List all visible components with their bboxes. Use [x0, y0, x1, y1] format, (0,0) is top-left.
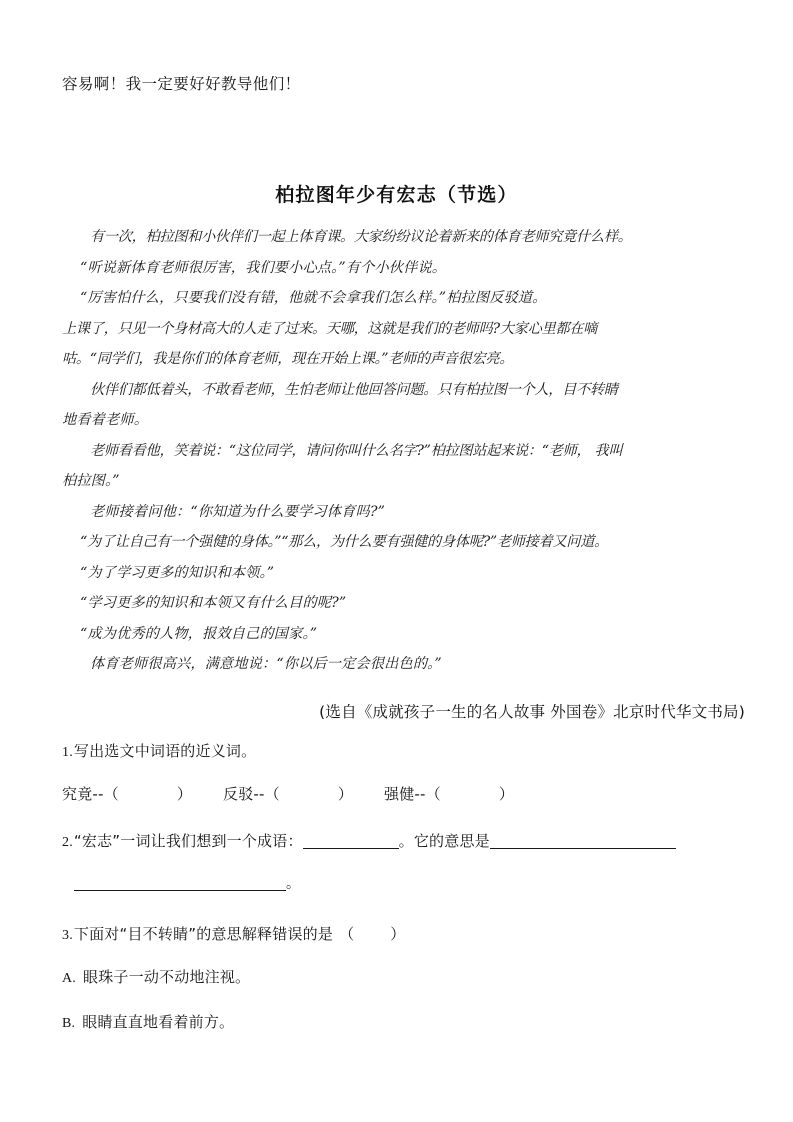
word-pair-3: [384, 783, 514, 804]
option-b-text: 眼睛直直地看着前方。: [82, 1013, 235, 1031]
reading-passage: [62, 222, 734, 680]
word-pair-2-label: 反驳--: [223, 785, 265, 803]
option-a-letter: A.: [62, 971, 77, 986]
paren-open: （: [264, 785, 280, 803]
question-1: [62, 740, 752, 804]
source-attribution: (选自《成就孩子一生的名人故事 外国卷》北京时代华文书局): [319, 703, 745, 721]
passage-line: 地看着老师。: [62, 412, 149, 428]
question-3-text: 下面对“目不转睛”的意思解释错误的是: [73, 925, 334, 943]
question-3-prompt: [62, 923, 752, 944]
question-2-period: 。: [286, 877, 301, 892]
word-pair-1-blank[interactable]: [104, 783, 192, 804]
option-b-letter: B.: [62, 1016, 76, 1031]
word-pair-1: [62, 783, 192, 804]
question-2-text-part1: “宏志”一词让我们想到一个成语：: [73, 832, 303, 850]
questions-section: [62, 740, 752, 1056]
question-3-option-a[interactable]: [62, 966, 752, 987]
question-2-blank-2[interactable]: [490, 831, 676, 849]
passage-line: “听说新体育老师很厉害，我们要小心点。”有个小伙伴说。: [80, 259, 447, 276]
passage-line: 柏拉图。”: [62, 473, 120, 489]
question-1-number: 1.: [62, 745, 73, 760]
question-1-answer-row: [62, 783, 752, 804]
question-2-blank-3[interactable]: [74, 873, 286, 891]
question-1-prompt: [62, 740, 752, 761]
word-pair-3-blank[interactable]: [426, 783, 514, 804]
passage-line: 伙伴们都低着头，不敢看老师，生怕老师让他回答问题。只有柏拉图一个人，目不转睛: [90, 381, 618, 398]
question-2-blank-1[interactable]: [303, 831, 399, 849]
passage-line: “学习更多的知识和本领又有什么目的呢?”: [80, 595, 347, 611]
paren-close: ）: [337, 785, 354, 803]
passage-line: “成为优秀的人物，报效自己的国家。”: [80, 625, 318, 642]
passage-line: “为了学习更多的知识和本领。”: [80, 564, 275, 581]
question-3-number: 3.: [62, 928, 73, 943]
word-pair-2-blank[interactable]: [265, 783, 353, 804]
paren-close: ）: [390, 925, 406, 943]
question-3-answer-blank[interactable]: [339, 923, 405, 944]
paren-close: ）: [176, 785, 193, 803]
paren-close: ）: [498, 785, 515, 803]
passage-line: 体育老师很高兴，满意地说：“你以后一定会很出色的。”: [90, 656, 442, 672]
question-2-answer-line-2: [74, 873, 752, 893]
page-title: 柏拉图年少有宏志（节选）: [275, 184, 518, 206]
passage-line: 老师看看他，笑着说：“这位同学，请问你叫什么名字?”柏拉图站起来说：“老师， 我叫: [90, 442, 623, 459]
paren-open: （: [425, 785, 441, 803]
word-pair-2: [223, 783, 353, 804]
paren-open: （: [103, 785, 119, 803]
question-2: [62, 830, 752, 893]
paren-open: （: [339, 925, 355, 943]
passage-line: “为了让自己有一个强健的身体。”“那么，为什么要有强健的身体呢?”老师接着又问道。: [80, 534, 608, 550]
word-pair-3-label: 强健--: [384, 785, 426, 803]
question-3-option-b[interactable]: [62, 1011, 752, 1032]
carryover-text: 容易啊！我一定要好好教导他们！: [62, 75, 301, 93]
passage-line: 老师接着问他：“你知道为什么要学习体育吗?”: [90, 503, 385, 520]
question-3: [62, 923, 752, 1032]
passage-line: “厉害怕什么，只要我们没有错，他就不会拿我们怎么样。”柏拉图反驳道。: [80, 290, 547, 306]
option-a-text: 眼珠子一动不动地注视。: [83, 968, 251, 986]
question-2-text-part2: 。它的意思是: [398, 832, 490, 850]
question-1-text: 写出选文中词语的近义词。: [73, 742, 257, 760]
question-2-prompt: [62, 830, 752, 851]
passage-line: 上课了，只见一个身材高大的人走了过来。天哪，这就是我们的老师吗?大家心里都在嘀: [62, 320, 598, 337]
word-pair-1-label: 究竟--: [62, 785, 104, 803]
question-2-number: 2.: [62, 835, 73, 850]
passage-line: 有一次，柏拉图和小伙伴们一起上体育课。大家纷纷议论着新来的体育老师究竟什么样。: [90, 229, 632, 245]
passage-line: 咕。“同学们，我是你们的体育老师，现在开始上课。”老师的声音很宏亮。: [62, 351, 514, 367]
